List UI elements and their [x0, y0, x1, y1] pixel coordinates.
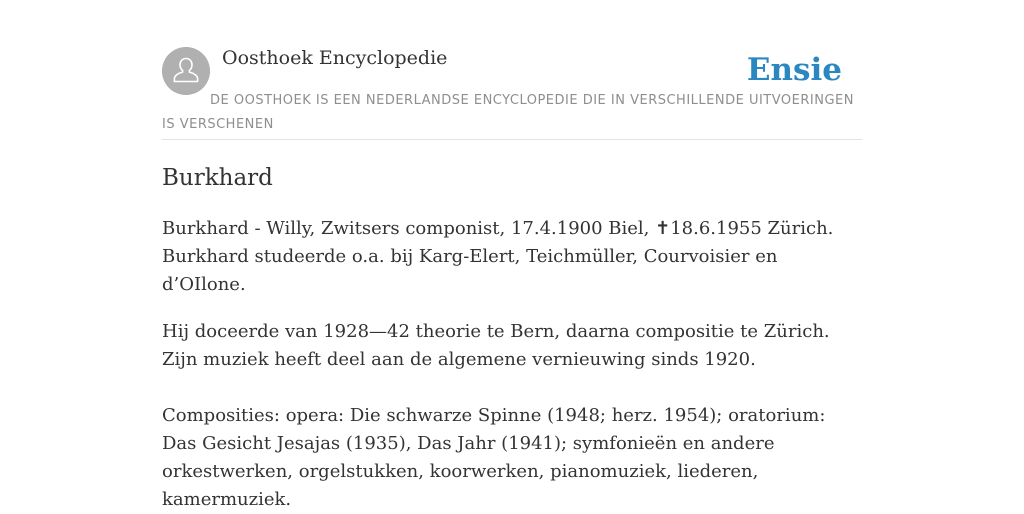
source-title-link[interactable]: Oosthoek Encyclopedie	[222, 47, 448, 69]
avatar[interactable]	[162, 47, 210, 95]
article-paragraph: Burkhard - Willy, Zwitsers componist, 17.4.1900 Biel, ✝18.6.1955 Zürich. Burkhard studeerde o.a. bij Karg-Elert, Teichmüller, Courvoisier en d’OIlone.	[162, 218, 834, 295]
brand-logo[interactable]: Ensie	[746, 52, 842, 88]
header	[162, 46, 862, 140]
article	[162, 162, 862, 514]
source-tagline: DE OOSTHOEK IS EEN NEDERLANDSE ENCYCLOPEDIE DIE IN VERSCHILLENDE UITVOERINGEN IS VERSCHENEN	[162, 93, 854, 132]
page-title: Burkhard	[162, 165, 273, 191]
article-paragraph: Hij doceerde van 1928—42 theorie te Bern, daarna compositie te Zürich. Zijn muziek heeft deel aan de algemene vernieuwing sinds 1920.	[162, 321, 830, 370]
article-paragraph: Composities: opera: Die schwarze Spinne (1948; herz. 1954); oratorium: Das Gesicht Jesajas (1935), Das Jahr (1941); symfonieën en andere orkestwerken, orgelstukken, koorwerken, pianomuziek, liederen, kamermuziek.	[162, 405, 826, 510]
user-avatar-icon	[162, 47, 210, 95]
